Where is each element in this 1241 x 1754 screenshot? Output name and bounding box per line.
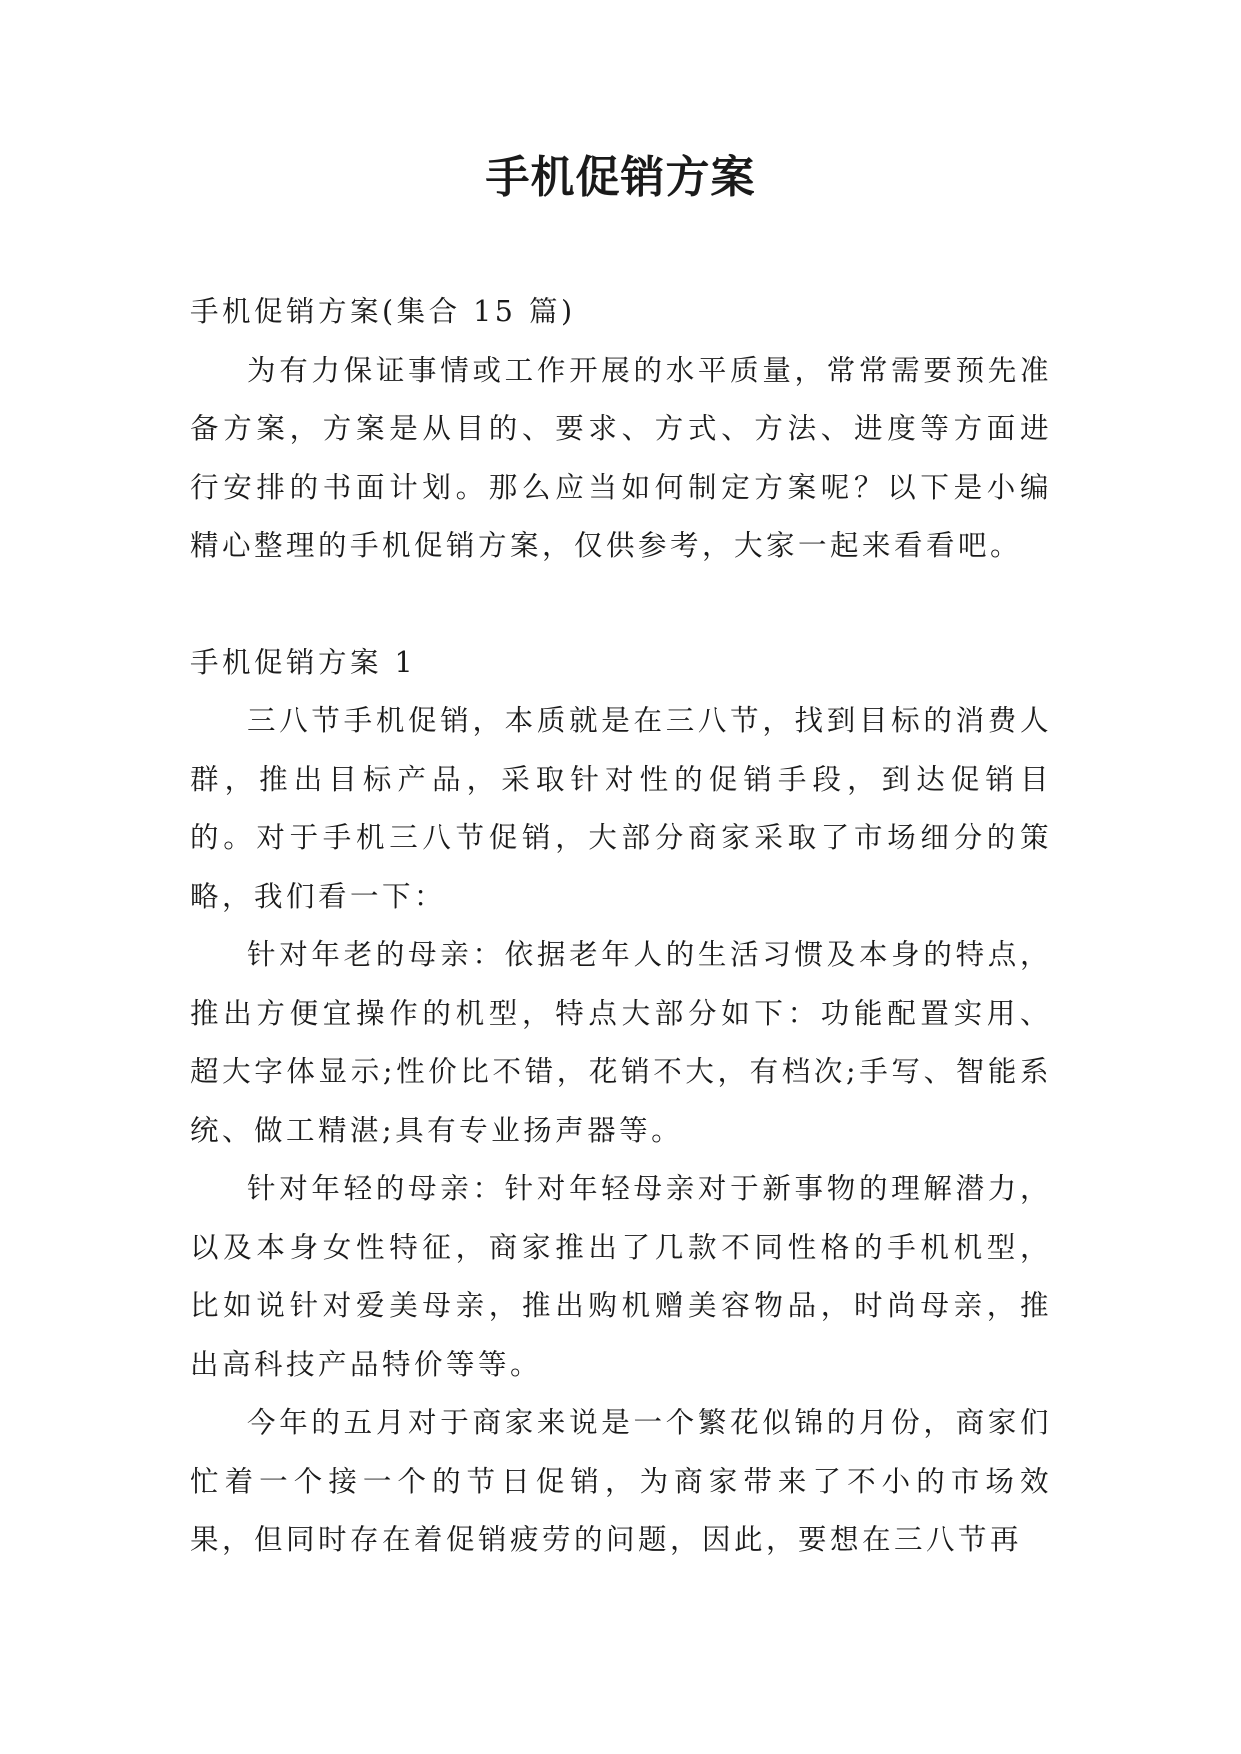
body-paragraph: 针对年轻的母亲：针对年轻母亲对于新事物的理解潜力，以及本身女性特征，商家推出了几款不同性格的手机机型，比如说针对爱美母亲，推出购机赠美容物品，时尚母亲，推出高科技产品特价等等。 (190, 1172, 1052, 1381)
section-heading: 手机促销方案 1 (190, 645, 417, 679)
body-paragraph: 今年的五月对于商家来说是一个繁花似锦的月份，商家们忙着一个接一个的节日促销，为商家带来了不小的市场效果，但同时存在着促销疲劳的问题，因此，要想在三八节再 (190, 1406, 1052, 1556)
body-paragraph: 针对年老的母亲：依据老年人的生活习惯及本身的特点，推出方便宜操作的机型，特点大部分如下：功能配置实用、超大字体显示;性价比不错，花销不大，有档次;手写、智能系统、做工精湛;具有专业扬声器等。 (190, 938, 1052, 1147)
document-body (190, 283, 1052, 1570)
intro-paragraph: 为有力保证事情或工作开展的水平质量，常常需要预先准备方案，方案是从目的、要求、方式、方法、进度等方面进行安排的书面计划。那么应当如何制定方案呢？以下是小编精心整理的手机促销方案，仅供参考，大家一起来看看吧。 (190, 353, 1052, 562)
document-title: 手机促销方案 (485, 152, 756, 203)
section-spacer (190, 576, 1052, 634)
body-paragraph: 三八节手机促销，本质就是在三八节，找到目标的消费人群，推出目标产品，采取针对性的促销手段，到达促销目的。对于手机三八节促销，大部分商家采取了市场细分的策略，我们看一下： (190, 704, 1052, 913)
document-subtitle: 手机促销方案(集合 15 篇) (190, 295, 576, 328)
